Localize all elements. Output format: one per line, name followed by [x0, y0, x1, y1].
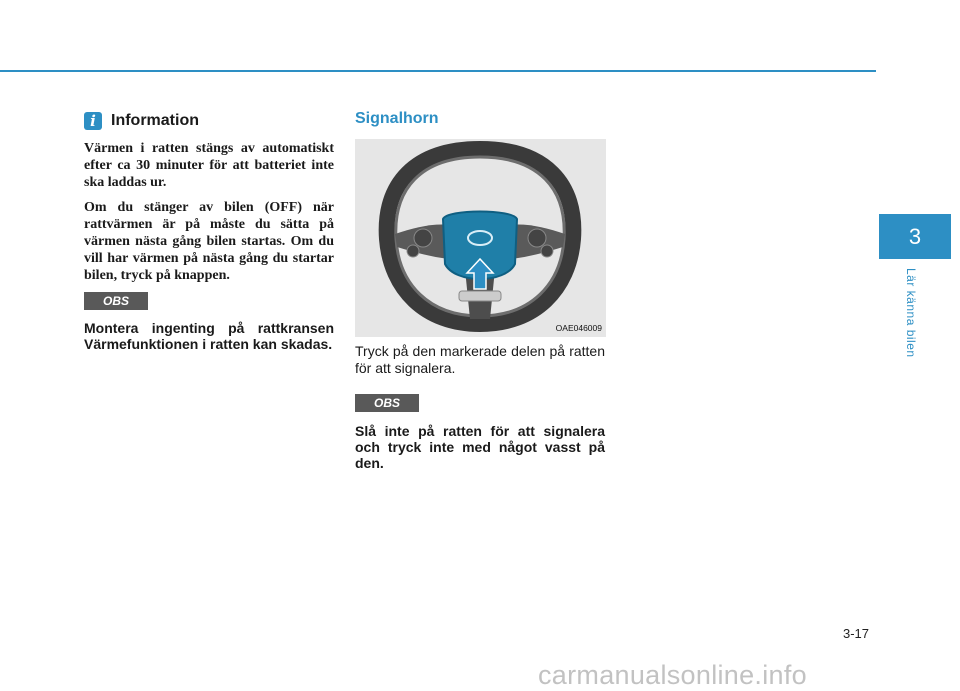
figure-code: OAE046009 — [555, 323, 602, 333]
steering-rim-warning: Montera ingenting på rattkransen Värmefunktionen i ratten kan skadas. — [84, 320, 334, 352]
chapter-number: 3 — [908, 223, 922, 249]
top-rule — [0, 70, 876, 72]
info-paragraph-1: Värmen i ratten stängs av automatiskt efter ca 30 minuter för att batteriet inte ska laddas ur. — [84, 141, 334, 190]
information-title: Information — [111, 112, 199, 129]
steering-wheel-figure — [355, 139, 606, 337]
chapter-label: Lär känna bilen — [904, 268, 918, 358]
obs-badge: OBS — [84, 292, 148, 310]
obs-badge-right: OBS — [355, 394, 419, 412]
info-paragraph-2: Om du stänger av bilen (OFF) när rattvärmen är på måste du sätta på värmen nästa gång bilen startas. Om du vill har värmen på nästa gång du startar bilen, tryck på knappen. — [84, 200, 334, 283]
watermark: carmanualsonline.info — [538, 660, 807, 690]
chapter-tab — [879, 214, 951, 259]
steering-wheel-illustration — [355, 139, 606, 337]
horn-warning: Slå inte på ratten för att signalera och tryck inte med något vasst på den. — [355, 423, 605, 471]
horn-instruction: Tryck på den markerade delen på ratten för att signalera. — [355, 343, 605, 376]
signalhorn-section — [355, 110, 605, 128]
information-box — [84, 112, 334, 292]
info-icon: i — [84, 112, 102, 130]
page-number: 3-17 — [843, 626, 870, 641]
section-title: Signalhorn — [355, 110, 439, 127]
information-header — [84, 112, 334, 130]
